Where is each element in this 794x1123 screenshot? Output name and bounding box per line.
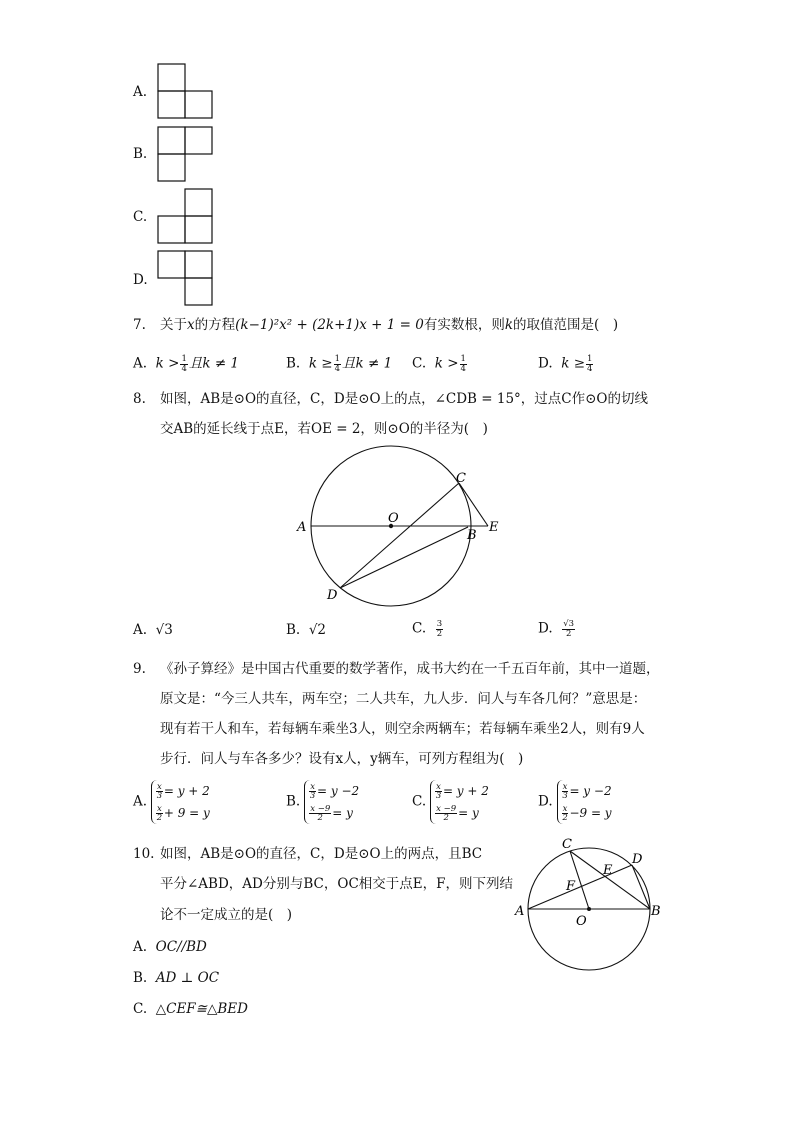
q8-label-e: E: [489, 520, 499, 535]
q10-option-b: B. AD ⊥ OC: [133, 970, 220, 986]
q7-option-a: A. k > $\frac{1}{4}$ 且k ≠ 1: [133, 354, 240, 374]
q7-option-b: B. k ≥ $\frac{1}{4}$ 且k ≠ 1: [286, 354, 393, 374]
q7-option-d: D. k ≥ $\frac{1}{4}$: [538, 354, 593, 374]
q8-option-b: B. √2: [286, 622, 327, 638]
q8-figure: [290, 445, 505, 610]
q10-label-e: E: [603, 863, 613, 878]
q10-stem-line2: 平分∠ABD，AD分别与BC，OC相交于点E，F，则下列结: [160, 876, 513, 892]
q8-option-c: C. $\frac{3}{2}$: [412, 619, 443, 639]
q9-stem-line4: 步行．问人与车各多少？设有x人，y辆车，可列方程组为( ): [160, 751, 524, 767]
q8-stem-line1: 如图，AB是⊙O的直径，C，D是⊙O上的点，∠CDB = 15°，过点C作⊙O的切线: [160, 391, 648, 407]
q6-option-d-figure: [157, 250, 215, 308]
q6-option-a-figure: [157, 63, 215, 121]
q6-option-b-label: B.: [133, 146, 148, 162]
q10-center-dot: [587, 907, 591, 911]
q6-option-d-label: D.: [133, 272, 148, 288]
q8-line-ce: [459, 483, 488, 526]
q9-stem-line3: 现有若干人和车，若每辆车乘坐3人，则空余两辆车；若每辆车乘坐2人，则有9人: [160, 721, 645, 737]
q6-option-c-label: C.: [133, 209, 148, 225]
q10-label-o: O: [576, 914, 587, 929]
q10-label-d: D: [632, 852, 643, 867]
q8-label-d: D: [327, 588, 338, 603]
q10-stem-line1: 如图，AB是⊙O的直径，C，D是⊙O上的两点，且BC: [160, 846, 483, 862]
q9-option-d: D. $\frac{x}{3}$ = y −2 $\frac{x}{2}$ −9 = y: [538, 781, 612, 823]
q8-label-b: B: [467, 528, 477, 543]
q8-option-a: A. √3: [133, 622, 173, 638]
q7-number: 7.: [133, 317, 146, 333]
q6-option-a-label: A.: [133, 84, 148, 100]
q8-stem-line2: 交AB的延长线于点E，若OE = 2，则⊙O的半径为( ): [160, 421, 488, 437]
q6-option-c-figure: [157, 188, 215, 246]
q8-option-d: D. $\frac{√3}{2}$: [538, 619, 575, 639]
q10-label-a: A: [515, 904, 525, 919]
q10-label-b: B: [651, 904, 661, 919]
q7-stem: 关于x的方程(k−1)²x² + (2k+1)x + 1 = 0有实数根，则k的取值范围是( ): [160, 317, 619, 333]
q10-label-f: F: [566, 879, 576, 894]
q9-stem-line1: 《孙子算经》是中国古代重要的数学著作，成书大约在一千五百年前，其中一道题，: [160, 661, 660, 677]
q10-number: 10.: [133, 846, 155, 862]
q8-line-db: [340, 527, 468, 588]
q8-label-a: A: [297, 520, 307, 535]
q10-option-a: A. OC//BD: [133, 939, 207, 955]
q7-option-c: C. k > $\frac{1}{4}$: [412, 354, 466, 374]
q8-line-cd: [340, 483, 459, 588]
q9-number: 9.: [133, 661, 146, 677]
q10-figure: [510, 833, 670, 973]
q9-stem-line2: 原文是：“今三人共车，两车空；二人共车，九人步．问人与车各几何？”意思是：: [160, 691, 647, 707]
q9-option-b: B. $\frac{x}{3}$ = y −2 $\frac{x -9}{2}$ = y: [286, 781, 360, 823]
q10-stem-line3: 论不一定成立的是( ): [160, 907, 293, 923]
q9-option-c: C. $\frac{x}{3}$ = y + 2 $\frac{x -9}{2}$ = y: [412, 781, 489, 823]
q10-line-ad: [528, 865, 632, 909]
q8-number: 8.: [133, 391, 146, 407]
q10-option-c: C. △CEF≅△BED: [133, 1001, 248, 1017]
q9-option-a: A. $\frac{x}{3}$ = y + 2 $\frac{x}{2}$ + 9 = y: [133, 781, 210, 823]
q8-label-o: O: [388, 511, 399, 526]
q6-option-b-figure: [157, 126, 215, 184]
q10-label-c: C: [562, 837, 572, 852]
q8-label-c: C: [456, 471, 466, 486]
